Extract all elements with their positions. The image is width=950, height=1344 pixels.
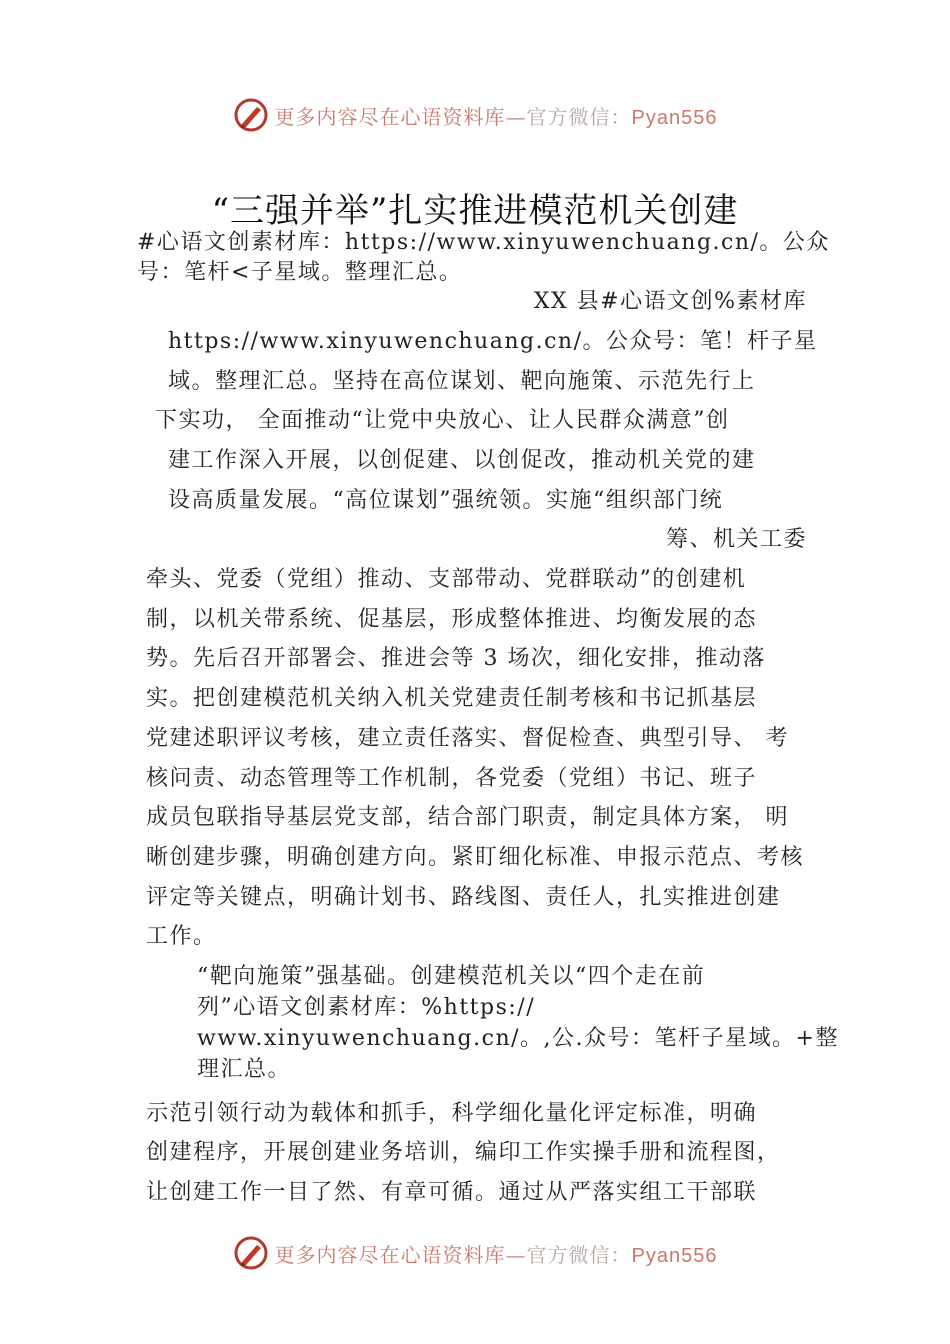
doc-line: 核问责、动态管理等工作机制，各党委（党组）书记、班子 — [146, 766, 758, 791]
doc-line: 势。先后召开部署会、推进会等 3 场次，细化安排，推动落 — [146, 646, 766, 671]
doc-line: 设高质量发展。“高位谋划”强统领。实施“组织部门统 — [168, 488, 724, 513]
document-title: “三强并举”扎实推进模范机关创建 — [211, 191, 739, 231]
doc-line: 理汇总。 — [197, 1057, 292, 1082]
doc-line: 筹、机关工委 — [665, 527, 807, 552]
doc-line: 晰创建步骤，明确创建方向。紧盯细化标准、申报示范点、考核 — [146, 845, 805, 870]
pen-logo-icon — [233, 97, 269, 133]
doc-line: https://www.xinyuwenchuang.cn/。公众号：笔！杆子星 — [168, 329, 818, 354]
doc-line: “靶向施策”强基础。创建模范机关以“四个走在前 — [197, 964, 706, 989]
doc-line: 列”心语文创素材库：%https:// — [197, 995, 536, 1020]
doc-line: 党建述职评议考核，建立责任落实、督促检查、典型引导、 考 — [146, 726, 789, 751]
doc-line: XX 县#心语文创%素材库 — [533, 289, 807, 314]
header-banner-text: 更多内容尽在心语资料库—官方微信：Pyan556 — [274, 104, 718, 129]
doc-line: 实。把创建模范机关纳入机关党建责任制考核和书记抓基层 — [146, 686, 758, 711]
doc-line: 示范引领行动为载体和抓手，科学细化量化评定标准，明确 — [146, 1101, 758, 1126]
doc-line: www.xinyuwenchuang.cn/。,公.众号：笔杆子星域。+整 — [197, 1026, 839, 1051]
doc-line: 成员包联指导基层党支部，结合部门职责，制定具体方案， 明 — [146, 805, 789, 830]
doc-line: 域。整理汇总。坚持在高位谋划、靶向施策、示范先行上 — [168, 369, 756, 394]
doc-line: 建工作深入开展，以创促建、以创促改，推动机关党的建 — [168, 448, 756, 473]
doc-line: 创建程序，开展创建业务培训，编印工作实操手册和流程图， — [146, 1140, 781, 1165]
doc-line: 评定等关键点，明确计划书、路线图、责任人，扎实推进创建 — [146, 885, 781, 910]
pen-logo-icon — [233, 1235, 269, 1271]
doc-line: 让创建工作一目了然、有章可循。通过从严落实组工干部联 — [146, 1180, 758, 1205]
doc-line: 牵头、党委（党组）推动、支部带动、党群联动”的创建机 — [146, 567, 747, 592]
footer-banner-text: 更多内容尽在心语资料库—官方微信：Pyan556 — [274, 1242, 718, 1267]
doc-line: 号：笔杆<子星域。整理汇总。 — [137, 260, 463, 285]
footer-banner — [0, 1233, 950, 1273]
doc-line: #心语文创素材库：https://www.xinyuwenchuang.cn/。公众 — [137, 230, 830, 255]
doc-line: 下实功， 全面推动“让党中央放心、让人民群众满意”创 — [155, 408, 730, 433]
doc-line: 制，以机关带系统、促基层，形成整体推进、均衡发展的态 — [146, 607, 758, 632]
doc-line: 工作。 — [146, 924, 217, 949]
header-banner — [0, 95, 950, 135]
